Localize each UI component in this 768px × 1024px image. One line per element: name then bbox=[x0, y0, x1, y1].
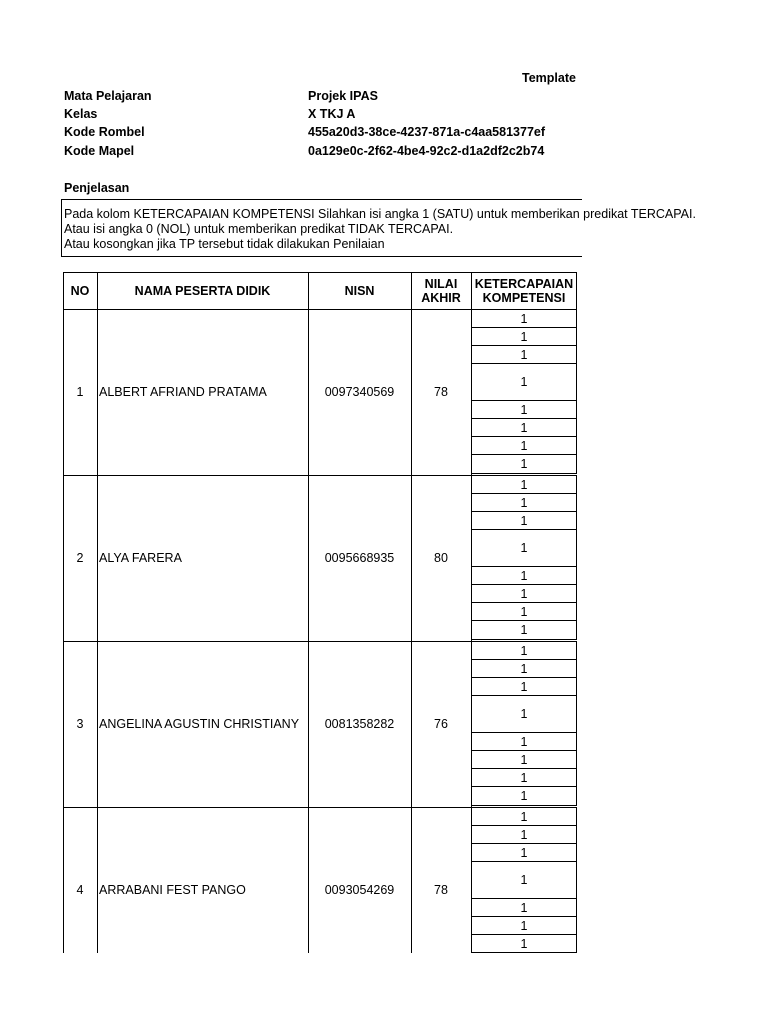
row-nilai-akhir: 78 bbox=[434, 385, 448, 399]
meta-value: X TKJ A bbox=[308, 107, 356, 121]
explanation-line: Atau isi angka 0 (NOL) untuk memberikan predikat TIDAK TERCAPAI. bbox=[64, 222, 454, 236]
ketercapaian-cell[interactable]: 1 bbox=[471, 659, 577, 678]
ketercapaian-cell[interactable]: 1 bbox=[471, 786, 577, 806]
meta-value: 455a20d3-38ce-4237-871a-c4aa581377ef bbox=[308, 125, 546, 139]
ketercapaian-cell[interactable]: 1 bbox=[471, 641, 577, 660]
ketercapaian-cell[interactable]: 1 bbox=[471, 695, 577, 733]
ketercapaian-cell[interactable]: 1 bbox=[471, 327, 577, 346]
ketercapaian-cell[interactable]: 1 bbox=[471, 898, 577, 917]
ketercapaian-cell[interactable]: 1 bbox=[471, 916, 577, 935]
row-student-name: ALYA FARERA bbox=[99, 551, 182, 565]
header-nilai-akhir: NILAI AKHIR bbox=[421, 276, 461, 305]
row-nisn: 0081358282 bbox=[324, 717, 395, 731]
row-no: 2 bbox=[76, 551, 84, 565]
header-no: NO bbox=[70, 283, 90, 298]
explanation-title: Penjelasan bbox=[64, 181, 130, 195]
ketercapaian-cell[interactable]: 1 bbox=[471, 768, 577, 787]
row-student-name: ANGELINA AGUSTIN CHRISTIANY bbox=[99, 717, 300, 731]
ketercapaian-cell[interactable]: 1 bbox=[471, 511, 577, 530]
header-nisn: NISN bbox=[344, 283, 375, 298]
meta-row-rombel bbox=[64, 125, 584, 143]
row-no: 3 bbox=[76, 717, 84, 731]
column-divider bbox=[471, 272, 472, 953]
ketercapaian-cell[interactable]: 1 bbox=[471, 861, 577, 899]
header-name: NAMA PESERTA DIDIK bbox=[134, 283, 271, 298]
page-title: Template bbox=[522, 71, 576, 85]
column-divider bbox=[63, 272, 64, 953]
ketercapaian-cell[interactable]: 1 bbox=[471, 418, 577, 437]
column-divider bbox=[411, 272, 412, 953]
column-divider bbox=[97, 272, 98, 953]
row-nilai-akhir: 80 bbox=[434, 551, 448, 565]
row-student-name: ARRABANI FEST PANGO bbox=[99, 883, 246, 897]
ketercapaian-cell[interactable]: 1 bbox=[471, 807, 577, 826]
ketercapaian-cell[interactable]: 1 bbox=[471, 475, 577, 494]
explanation-line: Atau kosongkan jika TP tersebut tidak dilakukan Penilaian bbox=[64, 237, 385, 251]
ketercapaian-cell[interactable]: 1 bbox=[471, 677, 577, 696]
ketercapaian-cell[interactable]: 1 bbox=[471, 620, 577, 640]
ketercapaian-cell[interactable]: 1 bbox=[471, 584, 577, 603]
row-nisn: 0095668935 bbox=[324, 551, 395, 565]
ketercapaian-cell[interactable]: 1 bbox=[471, 436, 577, 455]
column-divider bbox=[576, 272, 577, 309]
ketercapaian-cell[interactable]: 1 bbox=[471, 566, 577, 585]
row-student-name: ALBERT AFRIAND PRATAMA bbox=[99, 385, 267, 399]
table-border-top bbox=[63, 272, 577, 273]
row-nilai-akhir: 78 bbox=[434, 883, 448, 897]
ketercapaian-cell[interactable]: 1 bbox=[471, 309, 577, 328]
ketercapaian-cell[interactable]: 1 bbox=[471, 400, 577, 419]
row-no: 1 bbox=[76, 385, 84, 399]
ketercapaian-cell[interactable]: 1 bbox=[471, 345, 577, 364]
ketercapaian-cell[interactable]: 1 bbox=[471, 934, 577, 953]
ketercapaian-cell[interactable]: 1 bbox=[471, 843, 577, 862]
ketercapaian-cell[interactable]: 1 bbox=[471, 732, 577, 751]
ketercapaian-cell[interactable]: 1 bbox=[471, 493, 577, 512]
meta-label: Kelas bbox=[64, 107, 98, 121]
meta-label: Kode Rombel bbox=[64, 125, 145, 139]
row-nilai-akhir: 76 bbox=[434, 717, 448, 731]
meta-label: Kode Mapel bbox=[64, 144, 135, 158]
meta-value: Projek IPAS bbox=[308, 89, 378, 103]
meta-value: 0a129e0c-2f62-4be4-92c2-d1a2df2c2b74 bbox=[308, 144, 545, 158]
column-divider bbox=[308, 272, 309, 953]
row-nisn: 0097340569 bbox=[324, 385, 395, 399]
row-nisn: 0093054269 bbox=[324, 883, 395, 897]
ketercapaian-cell[interactable]: 1 bbox=[471, 454, 577, 474]
ketercapaian-cell[interactable]: 1 bbox=[471, 750, 577, 769]
meta-row-kelas bbox=[64, 107, 584, 125]
row-no: 4 bbox=[76, 883, 84, 897]
ketercapaian-cell[interactable]: 1 bbox=[471, 363, 577, 401]
ketercapaian-cell[interactable]: 1 bbox=[471, 602, 577, 621]
header-ketercapaian: KETERCAPAIAN KOMPETENSI bbox=[474, 276, 574, 305]
ketercapaian-cell[interactable]: 1 bbox=[471, 825, 577, 844]
explanation-line: Pada kolom KETERCAPAIAN KOMPETENSI Silahkan isi angka 1 (SATU) untuk memberikan predikat TERCAPAI. bbox=[64, 207, 696, 221]
explanation-box bbox=[61, 199, 696, 257]
meta-label: Mata Pelajaran bbox=[64, 89, 152, 103]
meta-row-mapel bbox=[64, 89, 584, 107]
meta-row-kode-mapel bbox=[64, 144, 584, 162]
ketercapaian-cell[interactable]: 1 bbox=[471, 529, 577, 567]
